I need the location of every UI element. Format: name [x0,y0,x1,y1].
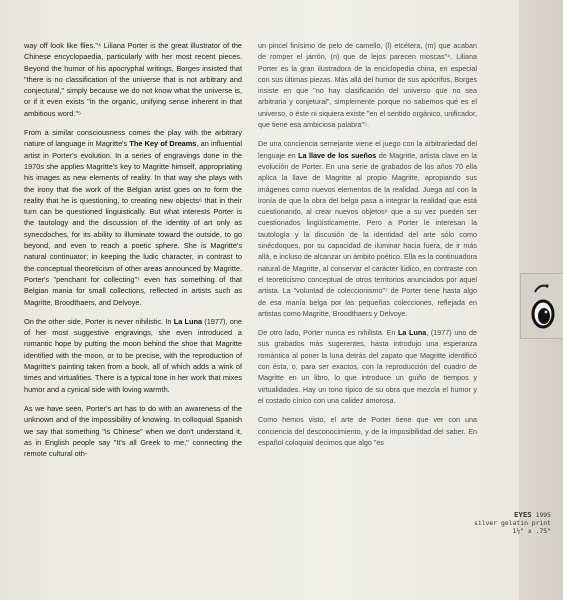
english-paragraph-1: way off look like flies."⁴ Liliana Porter is the great illustrator of the Chinese encyclopaedia, particularly with her most recent pieces. Beyond the humor of his apocryphal writings, Borges insisted that "there is no classification of the universe that is not arbitrary and conjectural," simply because we do not know what the universe is, or if it even exists "in the organic, unifying sense inherent in that ambitious word."⁵ [24,41,242,118]
work-title-key-of-dreams: The Key of Dreams [129,139,197,149]
spanish-paragraph-3: De otro lado, Porter nunca es nihilista. En La Luna, (1977) uno de sus grabados más sugerentes, hasta introdujo una esperanza romántica al poner la luna detrás del zapato que Magritte identificó con ésta, o, para ser exactos, con la reproducción del cuadro de Magritte en un libro, lo que introduce un guiño de tiempos y virtualidades. Hay un tono típico de su obra que mezcla el humor y el costado cínico con una calidez amorosa. [258,328,477,405]
english-paragraph-3: On the other side, Porter is never nihilistic. In La Luna (1977), one of her most suggestive engravings, she even introduced a romantic hope by putting the moon behind the shoe that Magritte identified with the moon, or to be precise, with the reproduction of Magritte's painting taken from a book, all of which adds a wink of times and virtualities. There is a typical tone in her work that mixes humor and a cynical side with loving warmth. [24,316,242,394]
caption-title: EYES [513,510,532,519]
caption-year: 1995 [535,511,551,519]
spanish-paragraph-2: De una conciencia semejante viene el juego con la arbitrariedad del lenguaje en La llave de los sueños de Magritte, artista clave en la evolución de Porter. En una serie de grabados de los años 70 ella aplica la llave de Magritte al propio Magritte, apropiando sus imágenes como nuevos elementos de la realidad. Juega así con la ironía de que la obra del belga pasa a integrar la realidad que está cuestionando, al crear nuevos objetos⁶ que a su vez pueden ser cuestionados lingüísticamente. Pero a Porter le interesan la tautología y la discusión de la identidad del arte sólo como sinécdoques, por su capacidad de iluminar hacia fuera, de ir más allá, e incluso de alcanzar un ámbito poético. Ella es la continuadora natural de Magritte, al conservar el carácter lúdico, en contraste con el teoreticismo conceptual de otros territorios anunciados por aquel artista. La "voluntad de coleccionismo"⁷ de Porter tiene hasta algo de esa manía belga por las pequeñas colecciones, reflejada en artistas como Magritte, Broodthaers y Delvoye. [258,139,477,318]
english-paragraph-2: From a similar consciousness comes the play with the arbitrary nature of language in Magritte's The Key of Dreams, an influential artist in Porter's evolution. In a series of engravings done in the 1970s she applies Magritte's key to Magritte himself, appropriating his images as new elements of reality. In that way she plays with the irony that the work of the Belgian artist goes on to form the reality that he is questioning, to creating new objects⁶ that in their turn can be questioned linguistically. But what interests Porter is the tautology and the discussion of the identity of art only as synecdoches, for its ability to illuminate toward the outside, to go beyond, and even to reach a poetic sphere. She is Magritte's natural continuator; in keeping the ludic character, in contrast to the conceptual theoreticism of other areas announced by Magritte. Porter's "penchant for collecting"⁷ even has something of that Belgian mania for small collections, reflected in artists such as Magritte, Broodthaers, and Delvoye. [24,128,242,307]
work-title-la-luna-es: La Luna [398,328,427,338]
spanish-text-column [258,40,477,456]
artwork-eyes-photo [520,273,563,339]
spanish-paragraph-4: Como hemos visto, el arte de Porter tiene que ver con una conciencia del desconocimiento, y de la imposibilidad del saber. En español coloquial decimos que algo "es [258,415,477,447]
caption-medium: silver gelatin print [474,519,551,527]
spanish-paragraph-1: un pincel finísimo de pelo de camello, (l) etcétera, (m) que acaban de romper el jarrón, (n) que de lejos parecen moscas"⁴. Liliana Porter es la gran ilustradora de la enciclopedia china, en especial con sus últimas piezas. Más allá del humor de sus apócrifos, Borges insiste en que "no hay clasificación del universo que no sea arbitraria y conjetural", simplemente porque no sabemos qué es el universo, o éste ni siquiera existe "en el sentido orgánico, unificador, que tiene esa ambiciosa palabra"⁵. [258,41,477,130]
english-paragraph-4: As we have seen, Porter's art has to do with an awareness of the unknown and of the impossibility of knowing. In colloquial Spanish we say that something "is Chinese" when we don't understand it, as in English people say "It's all Greek to me," connecting the remote cultural oth- [24,403,242,459]
caption-size: 1½" x .75" [512,527,551,535]
artwork-caption [474,511,551,535]
work-title-la-luna: La Luna [173,316,203,326]
work-title-la-llave: La llave de los sueños [298,150,377,160]
english-text-column [24,40,242,467]
eye-icon [521,274,563,338]
